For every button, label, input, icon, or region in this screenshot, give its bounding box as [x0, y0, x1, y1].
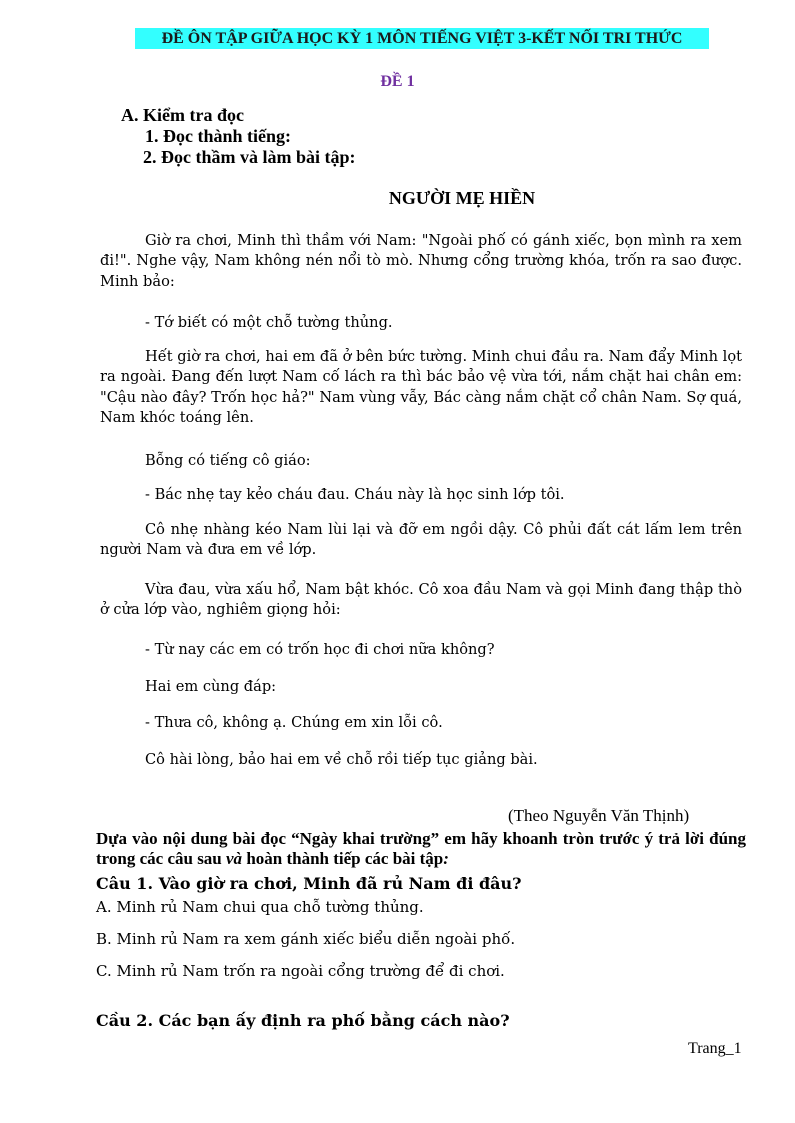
story-title: NGƯỜI MẸ HIỀN	[388, 188, 536, 208]
story-paragraph: Cô nhẹ nhàng kéo Nam lùi lại và đỡ em ngồi dậy. Cô phủi đất cát lấm lem trên người Nam và đưa em về lớp.	[100, 521, 742, 559]
exam-number: ĐỀ 1	[380, 73, 415, 90]
page-number: Trang_1	[688, 1040, 742, 1057]
story-paragraph: - Từ nay các em có trốn học đi chơi nữa không?	[145, 641, 495, 658]
story-author: (Theo Nguyễn Văn Thịnh)	[508, 806, 690, 825]
instructions-colon: :	[443, 849, 449, 868]
story-paragraph: Bỗng có tiếng cô giáo:	[145, 452, 311, 469]
instructions-text-end: hoàn thành tiếp các bài tập	[242, 849, 444, 868]
story-paragraph: - Bác nhẹ tay kẻo cháu đau. Cháu này là học sinh lớp tôi.	[145, 486, 565, 503]
story-paragraph: - Tớ biết có một chỗ tường thủng.	[145, 314, 393, 331]
instructions	[96, 829, 746, 869]
question-1-option-c: C. Minh rủ Nam trốn ra ngoài cổng trường để đi chơi.	[96, 962, 505, 980]
story-paragraph: Hết giờ ra chơi, hai em đã ở bên bức tường. Minh chui đầu ra. Nam đẩy Minh lọt ra ngoài. Đang đến lượt Nam cố lách ra thì bác bảo vệ vừa tới, nắm chặt hai chân em: "Cậu nào đây? Trốn học hả?" Nam vùng vẫy, Bác càng nắm chặt cổ chân Nam. Sợ quá, Nam khóc toáng lên.	[100, 348, 742, 426]
story-paragraph: - Thưa cô, không ạ. Chúng em xin lỗi cô.	[145, 714, 443, 731]
instructions-text: Dựa vào nội dung bài đọc “Ngày khai trường” em hãy khoanh tròn trước ý trả lời đúng trong các câu sau	[96, 829, 746, 868]
question-1: Câu 1. Vào giờ ra chơi, Minh đã rủ Nam đi đâu?	[96, 874, 522, 893]
instructions-and: và	[226, 849, 243, 868]
question-2: Cầu 2. Các bạn ấy định ra phố bằng cách nào?	[96, 1011, 510, 1030]
section-a-heading: A. Kiểm tra đọc	[121, 105, 244, 125]
story-paragraph: Vừa đau, vừa xấu hổ, Nam bật khóc. Cô xoa đầu Nam và gọi Minh đang thập thò ở cửa lớp vào, nghiêm giọng hỏi:	[100, 581, 742, 619]
question-1-option-a: A. Minh rủ Nam chui qua chỗ tường thủng.	[96, 898, 424, 916]
story-paragraph: Cô hài lòng, bảo hai em về chỗ rồi tiếp tục giảng bài.	[145, 751, 538, 768]
story-paragraph: Giờ ra chơi, Minh thì thầm với Nam: "Ngoài phố có gánh xiếc, bọn mình ra xem đi!". Nghe vậy, Nam không nén nổi tò mò. Nhưng cổng trường khóa, trốn ra sao được. Minh bảo:	[100, 232, 742, 290]
section-a1-heading: 1. Đọc thành tiếng:	[145, 126, 292, 146]
question-1-option-b: B. Minh rủ Nam ra xem gánh xiếc biểu diễn ngoài phố.	[96, 930, 516, 948]
story-paragraph: Hai em cùng đáp:	[145, 678, 277, 695]
section-a2-heading: 2. Đọc thầm và làm bài tập:	[143, 147, 356, 167]
document-title: ĐỀ ÔN TẬP GIỮA HỌC KỲ 1 MÔN TIẾNG VIỆT 3-KẾT NỐI TRI THỨC	[135, 28, 709, 49]
